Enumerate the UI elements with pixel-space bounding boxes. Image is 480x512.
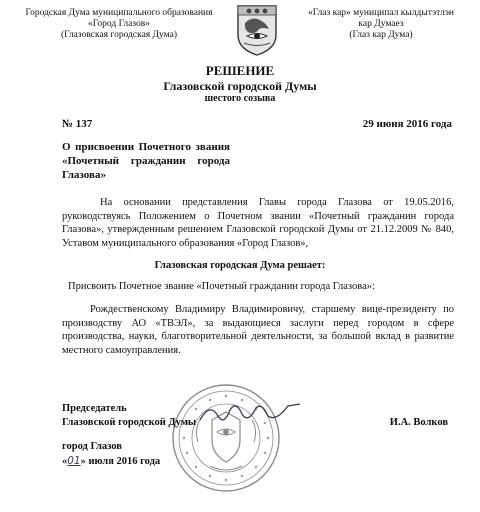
decision-subject: О присвоении Почетного звания «Почетный гражданин города Глазова» <box>62 141 230 181</box>
coat-of-arms-icon <box>232 3 282 57</box>
header-left-line: (Глазовская городская Дума) <box>61 30 177 40</box>
decision-date: 29 июня 2016 года <box>362 118 452 130</box>
honoree-paragraph: Рождественскому Владимиру Владимировичу, старшему вице-президенту по производству АО «ТВЭЛ», за выдающиеся заслуги перед городом в сфере производства, науки, благотворительной деятельности, за большой вклад в развитие местного самоуправления. <box>62 304 454 356</box>
chairman-title-line1: Председатель <box>62 403 127 414</box>
signing-city: город Глазов <box>62 441 122 452</box>
header-right-line: кар Думаез <box>358 19 404 29</box>
decision-number: № 137 <box>62 118 93 130</box>
signing-date-prefix: « <box>62 456 68 467</box>
assign-statement: Присвоить Почетное звание «Почетный гражданин города Глазова»: <box>68 281 375 292</box>
header-left-org <box>14 8 224 41</box>
document-convocation: шестого созыва <box>204 93 276 104</box>
header-right-line: (Глаз кар Дума) <box>349 30 413 40</box>
chairman-title-line2: Глазовской городской Думы <box>62 417 197 428</box>
signing-date <box>62 454 232 469</box>
document-issuer: Глазовской городской Думы <box>163 79 317 93</box>
council-decides-heading: Глазовская городская Дума решает: <box>154 260 326 271</box>
handwritten-signature-icon <box>196 398 306 428</box>
header-left-line: «Город Глазов» <box>87 19 150 29</box>
document-title: РЕШЕНИЕ <box>205 63 275 78</box>
signing-date-day: 01 <box>67 455 81 467</box>
preamble-paragraph: На основании представления Главы города Глазова от 19.05.2016, руководствуясь Положением о Почетном звании «Почетный гражданин города Глазова», утвержденным решением Глазовской городской Думы от 21.12.2009 № 840, Уставом муниципального образования «Город Глазов», <box>62 197 454 249</box>
signing-date-suffix: » июля 2016 года <box>80 456 161 467</box>
header-left-line: Городская Дума муниципального образования <box>25 8 213 18</box>
signing-place-date <box>62 440 232 469</box>
chairman-name: И.А. Волков <box>389 417 448 428</box>
header-right-line: «Глаз кар» муниципал кылдытэтлэн <box>307 8 454 18</box>
header-right-org <box>292 8 470 41</box>
